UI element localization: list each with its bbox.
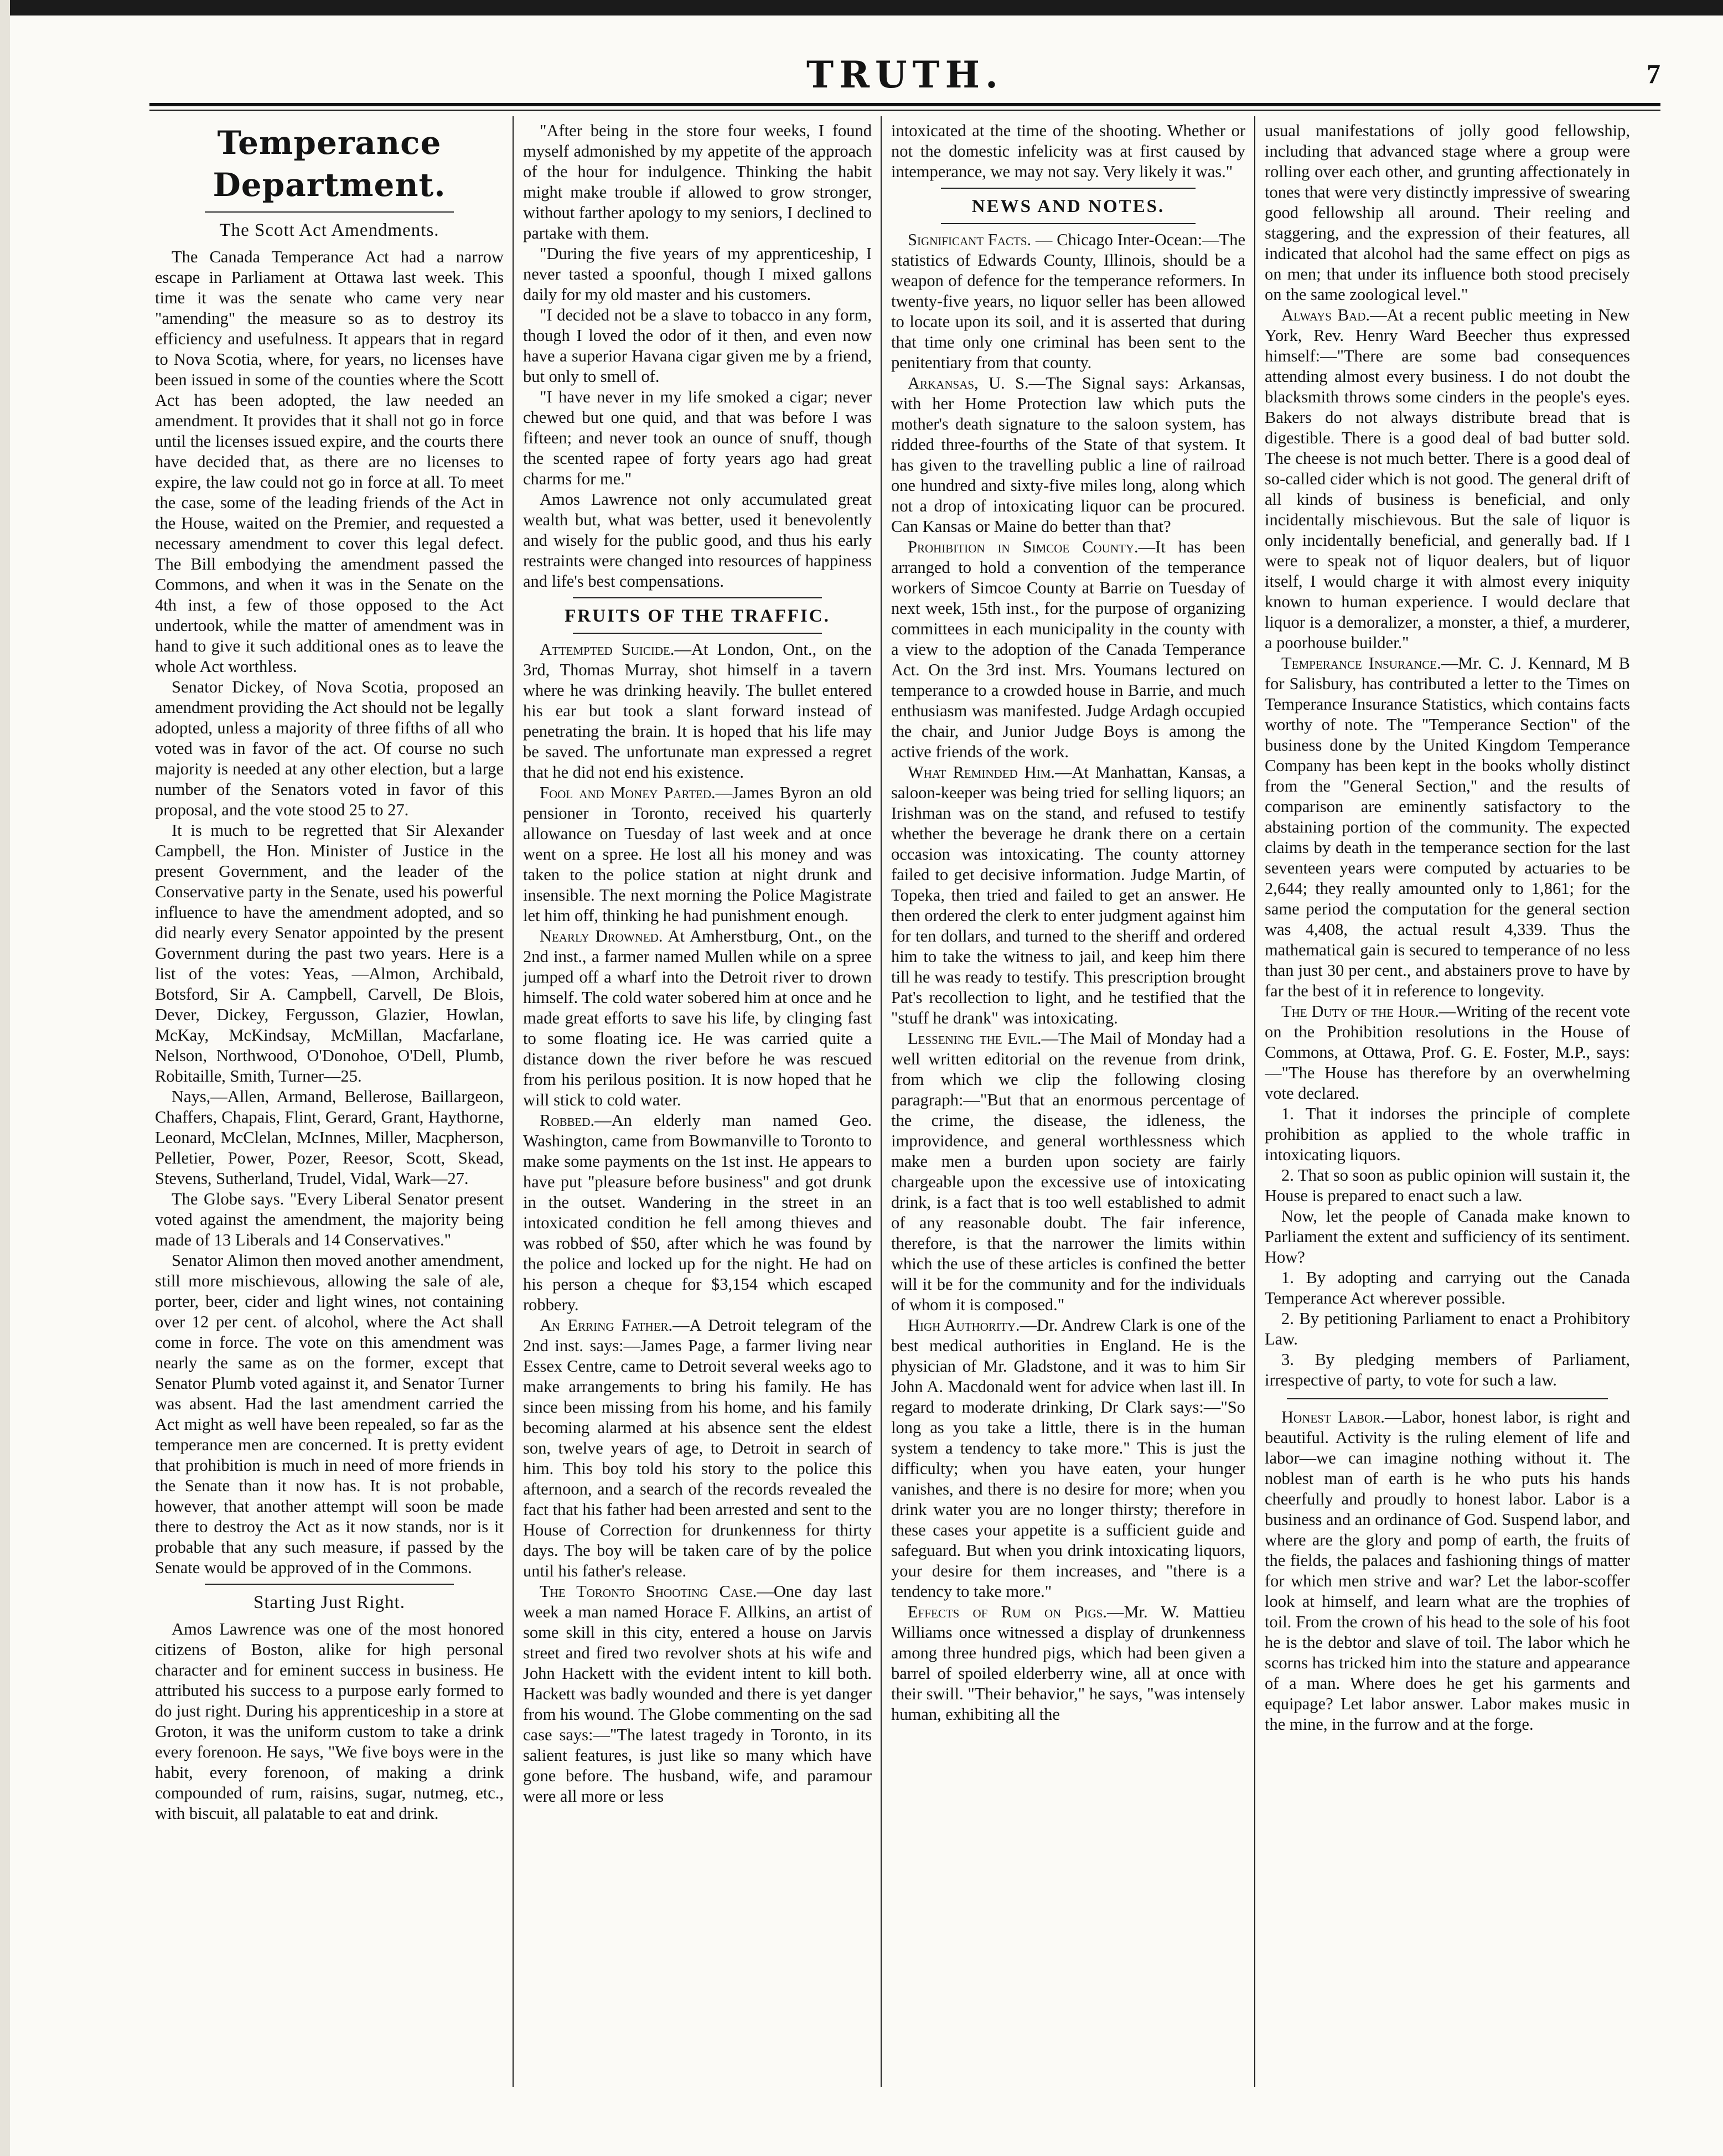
numbered-list	[1265, 1104, 1630, 1206]
column-divider	[513, 116, 514, 2087]
masthead-title: TRUTH.	[806, 53, 1003, 96]
news-item	[1265, 653, 1630, 1001]
column-divider	[1254, 116, 1255, 2087]
news-item	[523, 639, 872, 783]
news-item	[523, 783, 872, 926]
divider	[573, 597, 822, 598]
list-item: 1. By adopting and carrying out the Canada Temperance Act wherever possible.	[1265, 1268, 1630, 1307]
paragraph: usual manifestations of jolly good fellowship, including that advanced stage where a group were rolling over each other, and grunting affectionately in tones that were very distinctly impressive of swearing good fellowship all around. Their reeling and staggering, and the expression of their features, all indicated that alcohol had the same effect on pigs as on men; that under its influence both stood precisely on the same zoological level."	[1265, 121, 1630, 304]
news-item	[1265, 305, 1630, 653]
paragraph: "After being in the store four weeks, I found myself admonished by my appetite of the approach of the hour for indulgence. Thinking the habit might make trouble if allowed to grow stronger, without farther apology to my seniors, I declined to partake with them.	[523, 121, 872, 242]
item-lead: Lessening the Evil.	[908, 1029, 1042, 1048]
item-lead: Arkansas, U. S.	[908, 374, 1029, 392]
paragraph: "I have never in my life smoked a cigar; never chewed but one quid, and that was before I was fifteen; and never took an ounce of snuff, though the scented rapee of forty years ago had great charms for me."	[523, 387, 872, 488]
paragraph: intoxicated at the time of the shooting. Whether or not the domestic infelicity was at first caused by intemperance, we may not say. Very likely it was."	[891, 121, 1245, 181]
item-text: —One day last week a man named Horace F. Allkins, an artist of some skill in this city, entered a house on Jarvis street and fired two revolver shots at his wife and John Hackett with the evident intent to kill both. Hackett was badly wounded and there is yet danger from his wound. The Globe commenting on the sad case says:—"The latest tragedy in Toronto, in its salient features, is just like so many which have gone before. The husband, wife, and paramour were all more or less	[523, 1582, 872, 1806]
item-text: —Mr. W. Mattieu Williams once witnessed a display of drunkenness among three hundred pigs, which had been given a barrel of spoiled elderberry wine, all at once with their swill. "Their behavior," he says, "was intensely human, exhibiting all the	[891, 1602, 1245, 1724]
item-text: —At Manhattan, Kansas, a saloon-keeper was being tried for selling liquors; an Irishman was on the stand, and refused to testify whether the beverage he drank there on a certain occasion was intoxicating. The county attorney failed to get decisive information. Judge Martin, of Topeka, then tried and failed to get an answer. He then ordered the clerk to enter judgment against him for ten dollars, and turned to the sheriff and ordered him to take the witness to jail, and keep him there till he was ready to testify. This prescription brought Pat's recollection to light, and he testified that the "stuff he drank" was intoxicating.	[891, 763, 1245, 1027]
item-lead: Honest Labor.	[1281, 1408, 1385, 1426]
item-text: At Amherstburg, Ont., on the 2nd inst., a farmer named Mullen while on a spree jumped off a wharf into the Detroit river to drown himself. The cold water sobered him at once and he made great efforts to save his life, by clinging fast to some floating ice. He was carried quite a distance down the river before he was rescued from his perilous position. It is now hoped that he will stick to cold water.	[523, 927, 872, 1109]
paragraph: Amos Lawrence not only accumulated great wealth but, what was better, used it benevolently and wisely for the public good, and thus his early restraints were changed into resources of happiness and life's best compensations.	[523, 490, 872, 591]
news-item	[523, 1110, 872, 1315]
news-item	[1265, 1001, 1630, 1104]
item-lead: Temperance Insurance.	[1281, 654, 1441, 673]
item-text: —An elderly man named Geo. Washington, came from Bowmanville to Toronto to make some payments on the 1st inst. He appears to have put "pleasure before business" and got drunk in the outset. Wandering in the street in an intoxicated condition he fell among thieves and was robbed of $50, after which he was found by the police and locked up for the night. He had on his person a cheque for $3,154 which escaped robbery.	[523, 1111, 872, 1314]
paragraph: The Canada Temperance Act had a narrow escape in Parliament at Ottawa last week. This time it was the senate who came very near "amending" the measure so as to destroy its efficiency and usefulness. It appears that in regard to Nova Scotia, where, for years, no licenses have been issued in some of the counties where the Scott Act has been adopted, the law needed an amendment. It provides that it shall not go in force until the licenses issued expire, and the courts there have decided that, as there are no licenses to expire, the law could not go in force at all. To meet the case, some of the leading friends of the Act in the House, waited on the Premier, and requested a necessary amendment to cover this legal defect. The Bill embodying the amendment passed the Commons, and when it was in the Senate on the 4th inst, a few of those opposed to the Act undertook, while the matter of amendment was in hand to give it such additional ones as to leave the whole Act worthless.	[155, 247, 504, 676]
item-text: —Writing of the recent vote on the Prohibition resolutions in the House of Commons, at Ottawa, Prof. G. E. Foster, M.P., says:—"The House has therefore by an overwhelming vote declared.	[1265, 1002, 1630, 1103]
news-item	[523, 926, 872, 1110]
item-lead: High Authority.	[908, 1316, 1020, 1335]
paragraph: Amos Lawrence was one of the most honored citizens of Boston, alike for high personal character and for eminent success in business. He attributed his success to a purpose early formed to do just right. During his apprenticeship in a store at Groton, it was the uniform custom to take a drink every forenoon. He says, "We five boys were in the habit, every forenoon, of making a drink compounded of rum, raisins, sugar, nutmeg, etc., with biscuit, all palatable to eat and drink.	[155, 1620, 504, 1823]
article-heading: The Scott Act Amendments.	[219, 220, 439, 240]
news-item	[891, 762, 1245, 1028]
column-4	[1265, 121, 1630, 2102]
divider	[941, 223, 1196, 224]
divider	[205, 211, 454, 213]
list-item: 1. That it indorses the principle of complete prohibition as applied to the whole traffic in intoxicating liquors.	[1265, 1104, 1630, 1164]
news-item	[1265, 1407, 1630, 1735]
item-text: —Dr. Andrew Clark is one of the best medical authorities in England. He is the physician of Mr. Gladstone, and it was to him Sir John A. Macdonald went for advice when last ill. In regard to moderate drinking, Dr Clark says:—"So long as you take a little, there is in the human system a tendency to take more." This is just the difficulty; when you have eaten, your hunger vanishes, and there is no desire for more; when you drink water you are no longer thirsty; therefore in these cases your appetite is a sufficient guide and safeguard. But when you drink intoxicating liquors, your desire for them increases, and "there is a tendency to take more."	[891, 1316, 1245, 1601]
section-heading: FRUITS OF THE TRAFFIC.	[565, 606, 830, 626]
news-item	[891, 1028, 1245, 1315]
page-number: 7	[1647, 58, 1660, 89]
paragraph: Nays,—Allen, Armand, Bellerose, Baillargeon, Chaffers, Chapais, Flint, Gerard, Grant, Haythorne, Leonard, McClelan, McInnes, Miller, Macpherson, Pelletier, Power, Pozer, Reesor, Scott, Skead, Stevens, Sutherland, Trudel, Vidal, Wark—27.	[155, 1087, 504, 1188]
section-heading: NEWS AND NOTES.	[971, 197, 1165, 216]
news-item	[523, 1581, 872, 1807]
news-item	[891, 537, 1245, 762]
item-lead: Fool and Money Parted.	[540, 783, 716, 802]
item-lead: Effects of Rum on Pigs.	[908, 1602, 1107, 1621]
news-item	[523, 1315, 872, 1581]
divider	[205, 1584, 454, 1585]
item-text: —The Signal says: Arkansas, with her Home Protection law which puts the mother's death signature to the saloon system, has ridded three-fourths of the State of that system. It has given to the travelling public a line of railroad one hundred and sixty-five miles long, along which not a drop of intoxicating liquor can be procured. Can Kansas or Maine do better than that?	[891, 374, 1245, 536]
item-lead: The Toronto Shooting Case.	[540, 1582, 757, 1601]
list-item: 2. That so soon as public opinion will sustain it, the House is prepared to enact such a law.	[1265, 1166, 1630, 1205]
item-text: —The Mail of Monday had a well written editorial on the revenue from drink, from which we clip the following closing paragraph:—"But that an enormous percentage of the crime, the disease, the idleness, the improvidence, and general worthlessness which make men a burden upon society are fairly chargeable upon the excessive use of intoxicating drink, is a fact that is too well established to admit of any reasonable doubt. The fair inference, therefore, is that the narrower the limits within which the use of these articles is confined the better will it be for the community and for the individuals of whom it is composed."	[891, 1029, 1245, 1314]
news-item	[891, 230, 1245, 373]
paragraph: "I decided not be a slave to tobacco in any form, though I loved the odor of it then, and even now have a superior Havana cigar given me by a friend, but only to smell of.	[523, 306, 872, 386]
news-item	[891, 373, 1245, 537]
article-heading: Starting Just Right.	[253, 1593, 405, 1612]
column-3	[891, 121, 1245, 2102]
paragraph: Senator Alimon then moved another amendment, still more mischievous, allowing the sale of ale, porter, beer, cider and light wines, not containing over 12 per cent. of alcohol, where the Act shall come in force. The vote on this amendment was nearly the same as on the former, except that Senator Plumb voted against it, and Senator Turner was absent. Had the last amendment carried the Act might as well have been repealed, so far as the temperance men are concerned. It is pretty evident that prohibition is much in need of more friends in the Senate than it now has. It is not probable, however, that another attempt will soon be made there to destroy the Act as it now stands, nor is it probable that any such measure, if passed by the Senate would be approved of in the Commons.	[155, 1251, 504, 1577]
list-item: 2. By petitioning Parliament to enact a Prohibitory Law.	[1265, 1309, 1630, 1348]
item-text: —Mr. C. J. Kennard, M B for Salisbury, has contributed a letter to the Times on Temperance Insurance Statistics, which contains facts worthy of note. The "Temperance Section" of the business done by the United Kingdom Temperance Company has been kept in the books wholly distinct from the "General Section," and the results of comparison are eminently satisfactory to the abstaining portion of the community. The expected claims by death in the temperance section for the last seventeen years were computed by actuaries to be 2,644; they really amounted only to 1,861; for the same period the computation for the general section was 4,408, the actual result 4,339. Thus the mathematical gain is secured to temperance of no less than just 30 per cent., and abstainers prove to have by far the best of it in reference to longevity.	[1265, 654, 1630, 1000]
item-text: —At a recent public meeting in New York, Rev. Henry Ward Beecher thus expressed himself:—"There are some bad consequences attending almost every business. I do not doubt the blacksmith throws some cinders in the people's eyes. Bakers do not always distribute bread that is digestible. There is a good deal of bad butter sold. The cheese is not much better. There is a good deal of so-called cider which is not good. The general drift of all kinds of business is beneficial, and only incidentally mischievous. But the sale of liquor is only incidentally beneficial, and generally bad. If I were to speak not of liquor dealers, but of liquor itself, I would charge it with almost every iniquity known to human experience. I would declare that liquor is a demoralizer, a monster, a thief, a murderer, a poorhouse builder."	[1265, 306, 1630, 652]
masthead-rule	[149, 103, 1660, 106]
column-2	[523, 121, 872, 2102]
paragraph: The Globe says. "Every Liberal Senator present voted against the amendment, the majority being made of 13 Liberals and 14 Conservatives."	[155, 1190, 504, 1249]
item-text: —At London, Ont., on the 3rd, Thomas Murray, shot himself in a tavern where he was drinking heavily. The bullet entered his ear but took a slant forward instead of penetrating the brain. It is hoped that his life may be saved. The unfortunate man expressed a regret that he did not end his existence.	[523, 640, 872, 782]
column-divider	[881, 116, 882, 2087]
item-lead: Robbed.	[540, 1111, 595, 1130]
page-top-edge	[0, 0, 1723, 15]
divider	[941, 188, 1196, 189]
item-lead: Prohibition in Simcoe County.	[908, 537, 1139, 556]
item-text: —James Byron an old pensioner in Toronto, received his quarterly allowance on Tuesday of last week and at once went on a spree. He lost all his money and was taken to the police station at night drunk and insensible. The next morning the Police Magistrate let him off, thinking he had punishment enough.	[523, 783, 872, 925]
department-title: Temperance Department.	[213, 124, 446, 204]
item-lead: Nearly Drowned.	[540, 927, 663, 945]
item-lead: What Reminded Him.	[908, 763, 1055, 782]
paragraph: Senator Dickey, of Nova Scotia, proposed an amendment providing the Act should not be legally adopted, unless a majority of three fifths of all who voted was in favor of the act. Of course no such majority is needed at any other election, but a large number of the Senators voted in favor of this proposal, and the vote stood 25 to 27.	[155, 678, 504, 819]
item-lead: Attempted Suicide.	[540, 640, 675, 659]
news-item	[891, 1315, 1245, 1602]
paragraph: Now, let the people of Canada make known to Parliament the extent and sufficiency of its sentiment. How?	[1265, 1207, 1630, 1266]
paragraph: "During the five years of my apprenticeship, I never tasted a spoonful, though I mixed gallons daily for my old master and his customers.	[523, 244, 872, 304]
paragraph: It is much to be regretted that Sir Alexander Campbell, the Hon. Minister of Justice in the present Government, and the leader of the Conservative party in the Senate, used his powerful influence to have the amendment adopted, and so did nearly every Senator appointed by the present Government during the past two years. Here is a list of the votes: Yeas, —Almon, Archibald, Botsford, Sir A. Campbell, Carvell, De Blois, Dever, Dickey, Fergusson, Glazier, Howlan, McKay, McKindsay, McMillan, Macfarlane, Nelson, Northwood, O'Donohoe, O'Dell, Plumb, Robitaille, Smith, Turner—25.	[155, 821, 504, 1085]
item-text: —It has been arranged to hold a convention of the temperance workers of Simcoe County at Barrie on Tuesday of next week, 15th inst., for the purpose of organizing committees in each municipality in the county with a view to the adoption of the Canada Temperance Act. On the 3rd inst. Mrs. Youmans lectured on temperance to a crowded house in Barrie, and much enthusiasm was manifested. Judge Ardagh occupied the chair, and Junior Judge Boys is among the active friends of the work.	[891, 537, 1245, 761]
list-item: 3. By pledging members of Parliament, irrespective of party, to vote for such a law.	[1265, 1350, 1630, 1389]
numbered-list	[1265, 1268, 1630, 1390]
masthead	[149, 51, 1660, 95]
item-lead: Significant Facts.	[908, 230, 1032, 249]
item-text: — Chicago Inter-Ocean:—The statistics of Edwards County, Illinois, should be a weapon of defence for the temperance reformers. In twenty-five years, no liquor seller has been allowed to locate upon its soil, and it is asserted that during that time only one criminal has been sent to the penitentiary from that county.	[891, 230, 1245, 372]
item-text: —Labor, honest labor, is right and beautiful. Activity is the ruling element of life and labor—we can imagine nothing without it. The noblest man of earth is he who puts his hands cheerfully and proudly to honest labor. Labor is a business and an ordinance of God. Suspend labor, and where are the glory and pomp of earth, the fruits of the fields, the palaces and fashioning things of matter for which men strive and war? Let the labor-scoffer look at himself, and learn what are the trophies of toil. From the crown of his head to the sole of his foot he is the debtor and slave of toil. The labor which he scorns has tricked him into the stature and appearance of a man. Where does he get his garments and equipage? Let labor answer. Labor makes music in the mine, in the furrow and at the forge.	[1265, 1408, 1630, 1734]
divider	[1287, 1398, 1608, 1399]
masthead-rule-thin	[149, 110, 1660, 111]
item-lead: Always Bad.	[1281, 306, 1370, 324]
item-lead: An Erring Father.	[540, 1316, 673, 1335]
column-1	[155, 121, 504, 2102]
divider	[573, 633, 822, 634]
item-text: —A Detroit telegram of the 2nd inst. says:—James Page, a farmer living near Essex Centre, came to Detroit several weeks ago to make arrangements to bring his family. He has since been missing from his home, and his family becoming alarmed at his absence sent the eldest son, twelve years of age, to Detroit in search of him. This boy told his story to the police this afternoon, and a search of the records revealed the fact that his father had been arrested and sent to the House of Correction for drunkenness for thirty days. The boy will be taken care of by the police until his father's release.	[523, 1316, 872, 1580]
item-lead: The Duty of the Hour.	[1281, 1002, 1439, 1021]
news-item	[891, 1602, 1245, 1725]
page-binding-edge	[0, 0, 10, 2156]
